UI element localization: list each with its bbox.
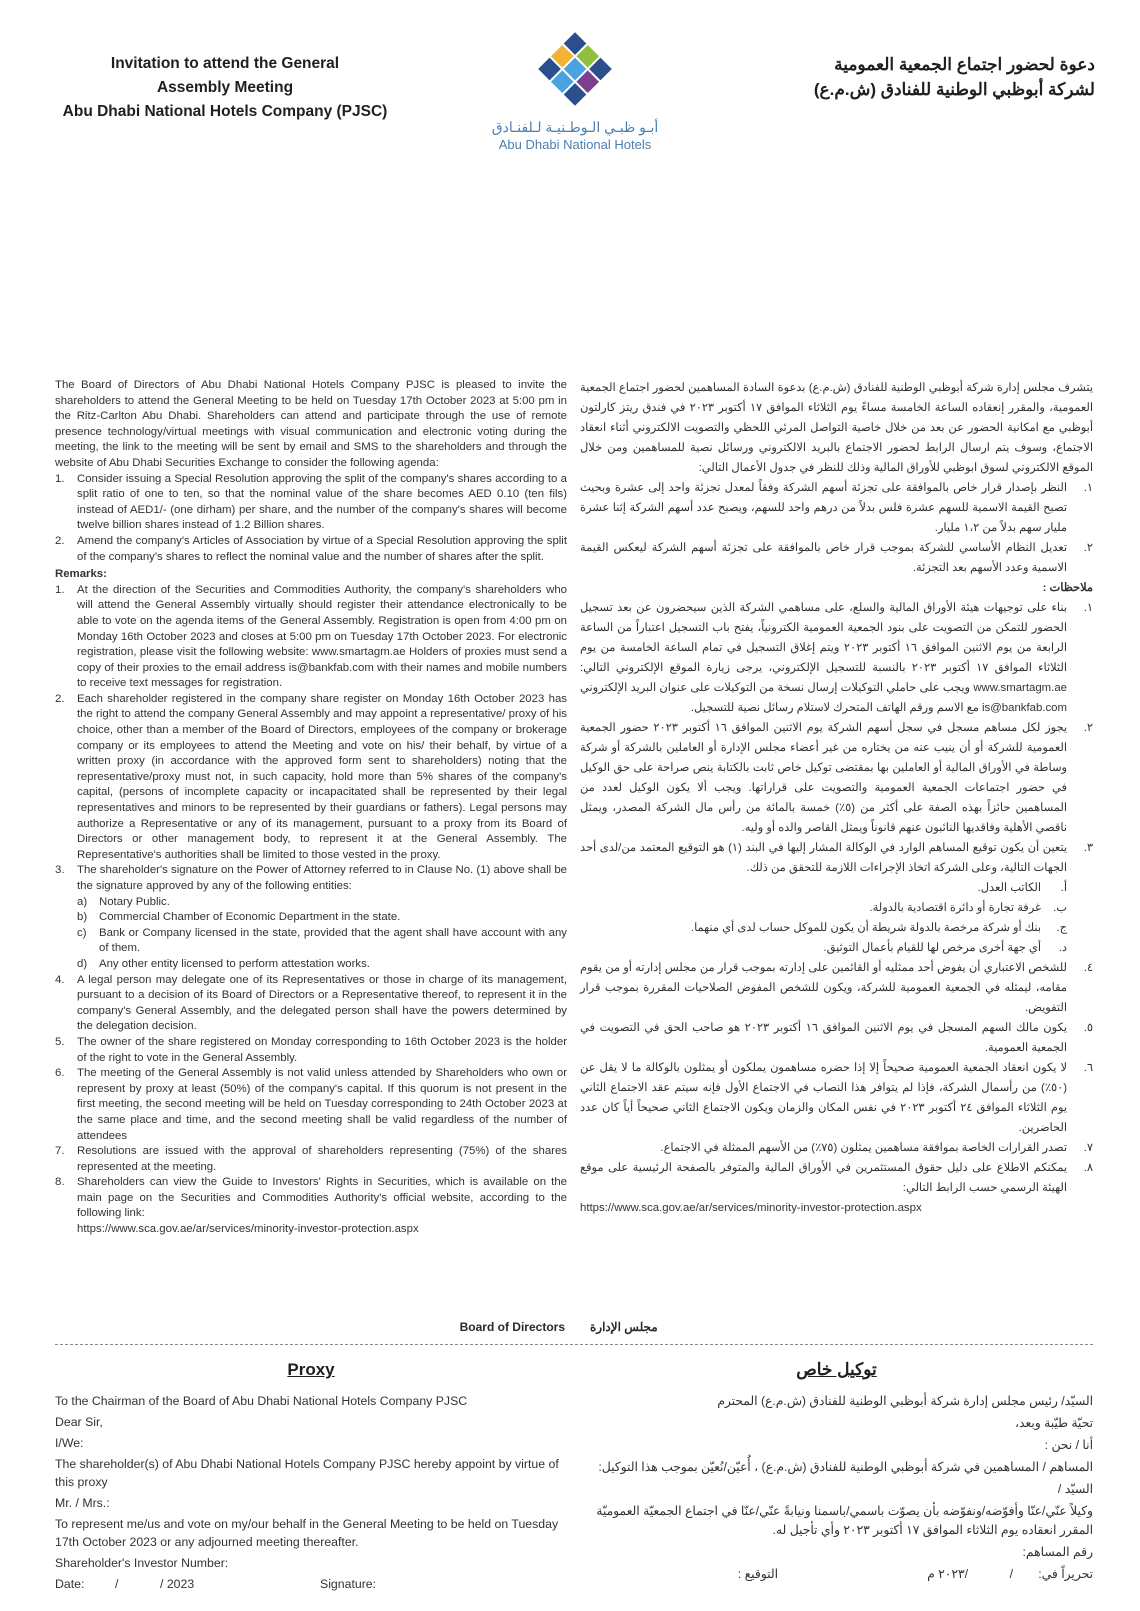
proxy-form-ar xyxy=(580,1392,1093,1584)
logo-mark-icon xyxy=(532,26,618,112)
arabic-column xyxy=(580,378,1093,1218)
sub-text: Notary Public. xyxy=(99,895,170,908)
item-number: ٦. xyxy=(1083,1062,1093,1074)
proxy-mr: Mr. / Mrs.: xyxy=(55,1496,110,1510)
item-number: 1. xyxy=(55,472,65,485)
sub-text: Any other entity licensed to perform attestation works. xyxy=(99,957,370,970)
sub-item xyxy=(580,878,1067,898)
item-number: 4. xyxy=(55,973,65,986)
item-text: تصدر القرارات الخاصة بموافقة مساهمين يمثلون (٧٥٪) من الأسهم الممثلة في الاجتماع. xyxy=(660,1142,1067,1154)
sub-item xyxy=(77,957,567,973)
item-text: النظر بإصدار قرار خاص بالموافقة على تجزئة أسهم الشركة وفقاً لمعدل تجزئة واحد إلى عشرة وبحيث تصبح القيمة الاسمية للسهم عشرة فلس بدلاً من درهم واحد للسهم، ويصبح عدد أسهم الشركة إثنا عشرة مليار سهم بدلاً من ١،٢ مليار. xyxy=(580,482,1067,534)
proxy-represent: وكيلاً عنّي/عنّا وأفوّضه/ونفوّضه بأن يصوّت باسمي/باسمنا ونيابةً عنّي/عنّا في اجتماع الجمعيّة العموميّة المقرر انعقاده يوم الثلاثاء الموافق ١٧ أكتوبر ٢٠٢٣ وأي تأجيل له. xyxy=(596,1504,1093,1537)
proxy-mr: السيّد / xyxy=(1057,1482,1093,1496)
date-label: Date: xyxy=(55,1577,85,1591)
sub-item xyxy=(77,926,567,957)
signature-label: Signature: xyxy=(320,1577,377,1591)
item-number: 3. xyxy=(55,864,65,877)
date-label: تحريراً في: xyxy=(1038,1567,1093,1581)
item-number: 2. xyxy=(55,534,65,547)
logo-text-en: Abu Dhabi National Hotels xyxy=(498,137,652,152)
remarks-heading-en: Remarks: xyxy=(55,568,107,581)
remark-item xyxy=(55,863,567,972)
sub-number: أ. xyxy=(1060,882,1067,894)
remark-item xyxy=(580,1018,1093,1058)
sub-item xyxy=(77,910,567,926)
item-text: The owner of the share registered on Monday corresponding to 16th October 2023 is the holder of the right to vote in the General Assembly. xyxy=(77,1035,567,1064)
item-text: يجوز لكل مساهم مسجل في سجل أسهم الشركة يوم الاثنين الموافق ١٦ أكتوبر ٢٠٢٣ حضور الجمعية العمومية للشركة أو أن ينيب عنه من يختاره من غير أعضاء مجلس الإدارة أو العاملين بالشركة أو شركة وساطة في الأوراق المالية أو العاملين بها بمقتضى توكيل خاص ثابت بالكتابة ينص صراحة على حق الوكيل في حضور اجتماعات الجمعية العمومية والتصويت على قراراتها. ويجب ألا يكون الوكيل لعدد من المساهمين حائزاً بهذه الصفة على أكثر من (٥٪) خمسة بالمائة من رأس مال الشركة المصدر، ويمثل ناقصي الأهلية وفاقديها النائبون عنهم قانوناً ويمثل القاصر والده أو وليه. xyxy=(580,722,1067,834)
proxy-investor: رقم المساهم: xyxy=(1022,1545,1093,1559)
sub-text: بنك أو شركة مرخصة بالدولة شريطة أن يكون للموكل حساب لدى أي منهما. xyxy=(690,922,1041,934)
item-text: Amend the company's Articles of Association by virtue of a Special Resolution approving the split of the company's shares to reflect the nominal value and the number of shares after the split. xyxy=(77,534,567,563)
title-ar xyxy=(715,52,1095,102)
proxy-date-signature xyxy=(55,1575,567,1593)
board-label-en: Board of Directors xyxy=(459,1320,565,1334)
remark-item xyxy=(580,958,1093,1018)
remarks-list-ar xyxy=(580,598,1093,1218)
proxy-form-en xyxy=(55,1392,567,1593)
item-text: A legal person may delegate one of its Representatives or those in charge of its management, pursuant to a decision of its Board of Directors or a Representative thereof, to represent it in the company's General Assembly, and the delegated person shall have the powers determined by the delegation decision. xyxy=(77,973,567,1033)
sub-number: ج. xyxy=(1056,922,1067,934)
intro-ar: يتشرف مجلس إدارة شركة أبوظبي الوطنية للفنادق (ش.م.ع) بدعوة السادة المساهمين لحضور اجتماع الجمعية العمومية، والمقرر إنعقاده الساعة الخامسة مساءً يوم الثلاثاء الموافق ١٧ أكتوبر ٢٠٢٣ في فندق ريتز كارلتون أبوظبي مع امكانية الحضور عن بعد من خلال خاصية التواصل المرئي اللحظي والتصويت الالكتروني أثناء انعقاد الاجتماع، وسوف يتم ارسال الرابط لحضور الاجتماع بالبريد الالكتروني ورسائل نصية للمساهمين ومن خلال الموقع الالكتروني لسوق ابوظبي للأوراق المالية وذلك للنظر في جدول الأعمال التالي: xyxy=(580,382,1093,474)
item-number: ٧. xyxy=(1083,1142,1093,1154)
proxy-dear: Dear Sir, xyxy=(55,1415,103,1429)
remarks-list-en xyxy=(55,583,567,1238)
english-column xyxy=(55,378,567,1238)
remark-item xyxy=(55,1066,567,1144)
item-text: يكون مالك السهم المسجل في يوم الاثنين الموافق ١٦ أكتوبر ٢٠٢٣ هو صاحب الحق في التصويت في الجمعية العمومية. xyxy=(580,1022,1068,1054)
remark-item xyxy=(55,1175,567,1237)
sub-number: a) xyxy=(77,895,88,908)
intro-en: The Board of Directors of Abu Dhabi National Hotels Company PJSC is pleased to invite the shareholders to attend the General Meeting to be held on Tuesday 17th October 2023 at 5:00 pm in the Ritz-Carlton Abu Dhabi. Shareholders can attend and participate through the use of remote presence technology/virtual meetings with visual communication and electronic voting during the meeting, the link to the meeting will be sent by email and SMS to the shareholders and through the website of Abu Dhabi Securities Exchange to consider the following agenda: xyxy=(55,379,567,469)
board-label-ar: مجلس الإدارة xyxy=(590,1320,658,1334)
item-number: ٢. xyxy=(1083,542,1093,554)
title-ar-line1: دعوة لحضور اجتماع الجمعية العمومية xyxy=(834,55,1095,74)
item-text: يمكنكم الاطلاع على دليل حقوق المستثمرين في الأوراق المالية والمتوفر بالصفحة الرئيسية على موقع الهيئة الرسمي حسب الرابط التالي: xyxy=(580,1162,1067,1194)
sub-text: Commercial Chamber of Economic Department in the state. xyxy=(99,911,401,924)
proxy-date-signature xyxy=(580,1565,1093,1584)
proxy-iwe: I/We: xyxy=(55,1436,84,1450)
title-en xyxy=(40,52,410,124)
proxy-appoint: المساهم / المساهمين في شركة أبوظبي الوطنية للفنادق (ش.م.ع) ، أُعيّن/نُعيّن بموجب هذا التوكيل: xyxy=(598,1460,1093,1474)
item-text: تعديل النظام الأساسي للشركة بموجب قرار خاص بالموافقة على تجزئة أسهم الشركة ليعكس القيمة الاسمية وعدد الأسهم بعد التجزئة. xyxy=(580,542,1067,574)
item-text: Resolutions are issued with the approval of shareholders representing (75%) of the shares represented at the meeting. xyxy=(77,1145,567,1173)
remark-item xyxy=(55,1035,567,1066)
sca-link-ar[interactable]: https://www.sca.gov.ae/ar/services/minority-investor-protection.aspx xyxy=(580,1202,922,1214)
remark-item xyxy=(55,583,567,692)
proxy-title-en: Proxy xyxy=(287,1360,335,1379)
item-text: بناء على توجيهات هيئة الأوراق المالية والسلع، على مساهمي الشركة الذين سيحضرون عن بعد تسجيل الحضور للتمكن من التصويت على بنود الجمعية العمومية الكترونياً، يفتح باب التسجيل اعتباراً من الساعة الرابعة من يوم الاثنين الموافق ١٦ أكتوبر ٢٠٢٣ ويتم إغلاق التسجيل في تمام الساعة الخامسة من يوم الثلاثاء الموافق ١٧ أكتوبر ٢٠٢٣ بالنسبة للتسجيل الإلكتروني، يرجى زيارة الموقع الإلكتروني التالي: www.smartagm.ae ويجب على حاملي التوكيلات إرسال نسخة من التوكيلات على عنوان البريد الإلكتروني is@bankfab.com مع الاسم ورقم الهاتف المتحرك لاستلام رسائل نصية للتسجيل. xyxy=(580,602,1067,714)
item-number: ١. xyxy=(1083,602,1093,614)
item-number: ٣. xyxy=(1083,842,1093,854)
sub-item xyxy=(580,938,1067,958)
item-text: Each shareholder registered in the company share register on Monday 16th October 2023 has the right to attend the company General Assembly and may appoint a representative/ proxy of his choice, other than a member of the Board of Directors, employees of the company or brokerage company or its employees to attend the Meeting and vote on his/ their behalf, by virtue of a written proxy (in accordance with the approved form sent to shareholders) noting that the representative/proxy must not, in such capacity, hold more than 5% shares of the company's capital, (persons of incomplete capacity or incapacitated shall be represented by their legal representatives and minors to be represented by their guardians or fathers). Legal persons may authorize a Representative or any of its management, pursuant to a proxy from its Board of Directors or other management body, to represent it at the General Assembly. The Representative's authorities shall be limited to those vested in the proxy. xyxy=(77,692,567,861)
title-en-line1: Invitation to attend the General xyxy=(110,55,340,72)
sub-text: غرفة تجارة أو دائرة اقتصادية بالدولة. xyxy=(869,902,1041,914)
item-number: ١. xyxy=(1083,482,1093,494)
remark-item xyxy=(580,598,1093,718)
item-number: 7. xyxy=(55,1145,65,1158)
company-logo xyxy=(470,26,680,152)
date-separator: / xyxy=(1009,1567,1013,1581)
sub-number: b) xyxy=(77,911,88,924)
date-year: /٢٠٢٣ م xyxy=(927,1567,968,1581)
remark-item xyxy=(580,718,1093,838)
item-number: 6. xyxy=(55,1067,65,1080)
proxy-greeting: تحيّة طيّبة وبعد، xyxy=(1014,1416,1093,1430)
item-number: 2. xyxy=(55,692,65,705)
proxy-appoint: The shareholder(s) of Abu Dhabi National Hotels Company PJSC hereby appoint by virtue of this proxy xyxy=(55,1457,559,1489)
sub-number: c) xyxy=(77,926,87,939)
agenda-item xyxy=(580,538,1093,578)
date-separator: / xyxy=(115,1577,119,1591)
item-number: ٤. xyxy=(1083,962,1093,974)
title-en-line3: Abu Dhabi National Hotels Company (PJSC) xyxy=(62,103,388,120)
item-text: At the direction of the Securities and Commodities Authority, the company's shareholders who will attend the General Assembly virtually should register their attendance electronically to be able to vote on the agenda items of the General Assembly. Registration is open from 4:00 pm on Monday 16th October 2023 and closes at 5:00 pm on Tuesday 17th October 2023. For electronic registration, please visit the following website: www.smartagm.ae Holders of proxies must send a copy of their proxies to the email address is@bankfab.com with their names and mobile numbers to receive text messages for registration. xyxy=(77,583,567,690)
agenda-item xyxy=(55,534,567,565)
title-ar-line2: لشركة أبوظبي الوطنية للفنادق (ش.م.ع) xyxy=(813,80,1095,99)
remark-item xyxy=(580,838,1093,958)
remark-item xyxy=(55,973,567,1035)
sub-item xyxy=(580,918,1067,938)
sub-text: Bank or Company licensed in the state, provided that the agent shall have account with any of them. xyxy=(99,926,567,955)
item-text: The shareholder's signature on the Power of Attorney referred to in Clause No. (1) above shall be the signature approved by any of the following entities: xyxy=(77,864,567,892)
title-en-line2: Assembly Meeting xyxy=(156,79,294,96)
remark-item xyxy=(580,1058,1093,1138)
agenda-item xyxy=(580,478,1093,538)
item-number: 5. xyxy=(55,1035,65,1048)
item-text: يتعين أن يكون توقيع المساهم الوارد في الوكالة المشار إليها في البند (١) هو التوقيع المعتمد من/لدى أحد الجهات التالية، وعلى الشركة اتخاذ الإجراءات اللازمة للتحقق من ذلك. xyxy=(580,842,1067,874)
logo-text-ar: أبـو ظبـي الـوطـنيـة لـلفنـادق xyxy=(491,119,659,135)
item-text: The meeting of the General Assembly is not valid unless attended by Shareholders who own or represent by proxy at least (50%) of the company's capital. If this quorum is not present in the first meeting, the second meeting will be held on Tuesday corresponding to 24th October 2023 at the same place and time, and the second meeting shall be valid regardless of the number of attendees xyxy=(77,1067,567,1142)
remarks-heading-ar: ملاحظات : xyxy=(1042,582,1093,594)
item-text: لا يكون انعقاد الجمعية العمومية صحيحاً إلا إذا حضره مساهمون يملكون أو يمثلون بالوكالة ما لا يقل عن (٥٠٪) من رأسمال الشركة، فإذا لم يتوافر هذا النصاب في الاجتماع الأول فإنه سيتم عقد الاجتماع الثاني يوم الثلاثاء الموافق ٢٤ أكتوبر ٢٠٢٣ في نفس المكان والزمان ويكون الاجتماع الثاني صحيحاً أياً كان عدد الحاضرين. xyxy=(580,1062,1067,1134)
sub-item xyxy=(77,895,567,911)
proxy-investor: Shareholder's Investor Number: xyxy=(55,1556,229,1570)
date-year: / 2023 xyxy=(160,1577,195,1591)
sub-text: أي جهة أخرى مرخص لها للقيام بأعمال التوثيق. xyxy=(823,942,1041,954)
item-text: Shareholders can view the Guide to Investors' Rights in Securities, which is available on the main page on the Securities and Commodities Authority's official website, according to the following link: xyxy=(77,1176,567,1220)
proxy-to: السيّد/ رئيس مجلس إدارة شركة أبوظبي الوطنية للفنادق (ش.م.ع) المحترم xyxy=(717,1394,1093,1408)
proxy-represent: To represent me/us and vote on my/our behalf in the General Meeting to be held on Tuesday 17th October 2023 or any adjourned meeting thereafter. xyxy=(55,1517,559,1549)
remark-item xyxy=(580,1158,1093,1218)
sub-number: ب. xyxy=(1053,902,1067,914)
sub-text: الكاتب العدل. xyxy=(977,882,1041,894)
item-number: ٨. xyxy=(1083,1162,1093,1174)
sub-number: د. xyxy=(1058,942,1067,954)
proxy-title-ar: توكيل خاص xyxy=(796,1360,877,1379)
agenda-item xyxy=(55,472,567,534)
signature-label: التوقيع : xyxy=(737,1567,778,1581)
agenda-list-en xyxy=(55,472,567,566)
cut-line-divider xyxy=(55,1344,1093,1345)
item-number: 1. xyxy=(55,583,65,596)
remark-item xyxy=(55,1144,567,1175)
sca-link-en[interactable]: https://www.sca.gov.ae/ar/services/minority-investor-protection.aspx xyxy=(77,1223,419,1236)
board-signoff xyxy=(0,1320,1140,1338)
item-text: للشخص الاعتباري أن يفوض أحد ممثليه أو القائمين على إدارته بموجب قرار من مجلس إدارته أو من يقوم مقامه، ليمثله في الجمعية العمومية للشركة، ويكون للشخص المفوض الصلاحيات المقررة بموجب قرار التفويض. xyxy=(580,962,1067,1014)
item-text: Consider issuing a Special Resolution approving the split of the company's shares according to a split ratio of one to ten, so that the nominal value of the share becomes AED 0.10 (ten fils) instead of AED1/- (one dirham) per share, and the number of the company's shares will become twelve billion shares instead of 1.2 Billion shares. xyxy=(77,472,567,532)
sub-item xyxy=(580,898,1067,918)
item-number: 8. xyxy=(55,1176,65,1189)
remark-item xyxy=(580,1138,1093,1158)
sub-number: d) xyxy=(77,957,88,970)
agenda-list-ar xyxy=(580,478,1093,578)
item-number: ٢. xyxy=(1083,722,1093,734)
proxy-iwe: أنا / نحن : xyxy=(1044,1438,1093,1452)
remark-item xyxy=(55,692,567,864)
proxy-to: To the Chairman of the Board of Abu Dhabi National Hotels Company PJSC xyxy=(55,1394,468,1408)
item-number: ٥. xyxy=(1083,1022,1093,1034)
